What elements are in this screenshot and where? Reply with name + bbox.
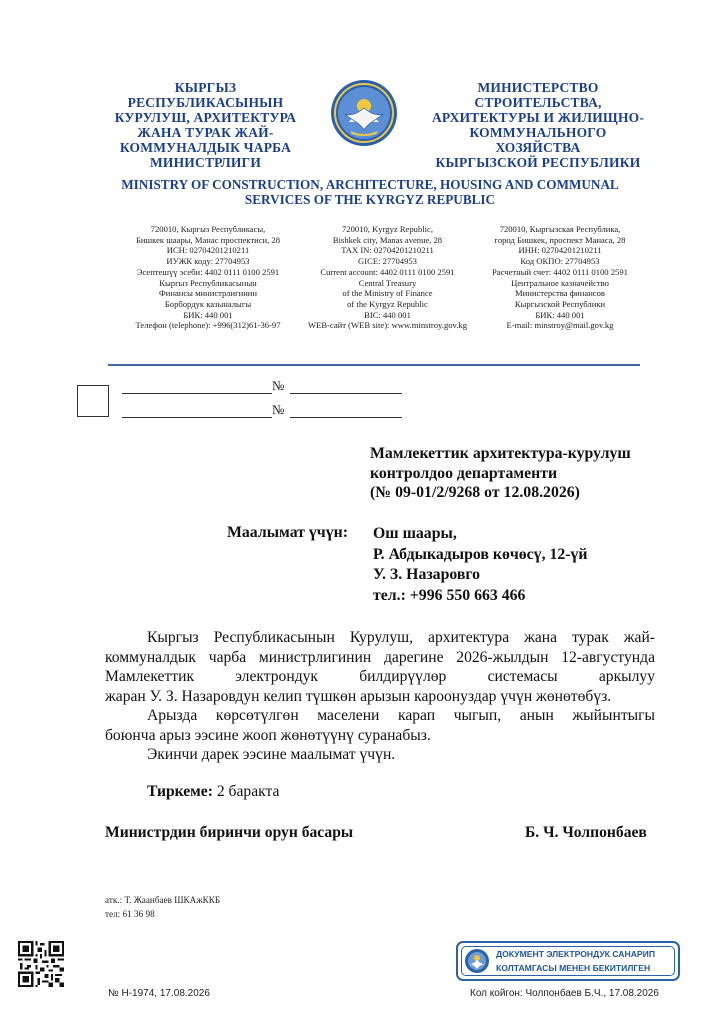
ministry-name-kyrgyz: КЫРГЫЗ РЕСПУБЛИКАСЫНЫН КУРУЛУШ, АРХИТЕКТУРА ЖАНА ТУРАК ЖАЙ- КОММУНАЛДЫК ЧАРБА МИНИСТРЛИГИ [114,80,297,170]
ministry-name-russian: МИНИСТЕРСТВО СТРОИТЕЛЬСТВА, АРХИТЕКТУРЫ И ЖИЛИЩНО- КОММУНАЛЬНОГО ХОЗЯЙСТВА КЫРГЫЗСКОЙ РЕСПУБЛИКИ [431,80,645,170]
attachment-note: Тиркеме: 2 баракта [147,783,280,800]
signatory-name: Б. Ч. Чолпонбаев [525,824,647,841]
document-registration-number: № Н-1974, 17.08.2026 [108,988,210,999]
address-block-english: 720010, Kyrgyz Republic, Bishkek city, Manas avenue, 28 TAX IN: 02704201210211 GICE: 27704953 Current account: 4402 0111 0100 2591 Central Treasury of the Ministry of Finance of the Kyrgyz Republic BIC: 440 001 WEB-сайт (WEB site): www.minstroy.gov.kg [307,224,468,331]
address-block-kyrgyz: 720010, Кыргыз Республикасы, Бишкек шаары, Манас проспектиси, 28 ИСН: 02704201210211 ИУЖК коду: 27704953 Эсептешүү эсеби: 4402 0111 0100 2591 Кыргыз Республикасынын Финансы министрлигинин Борбордук казыналыгы БИК: 440 001 Телефон (telephone): +996(312)61-36-97 [135,224,281,331]
info-recipient: Ош шаары, Р. Абдыкадыров көчөсү, 12-үй У. З. Назаровго тел.: +996 550 663 466 [373,525,588,604]
corner-checkbox [77,385,109,417]
body-paragraph-3: Экинчи дарек ээсине маалымат үчүн. [147,746,396,763]
qr-code-icon [18,941,64,987]
body-paragraph-1: Кыргыз Республикасынын Курулуш, архитектура жана турак жай- коммуналдык чарба министрлигинин дарегине 2026-жылдын 12-августунда Мамлекеттик электрондук билдирүүлөр системасы аркылуу жаран У. З. Назаровдун келип түшкөн арызын кароонуздар үчүн жөнөтөбүз. [105,629,655,705]
state-emblem-icon [329,78,399,148]
executor-info: атк.: Т. Жаанбаев ШКАжККБ тел: 61 36 98 [105,895,221,919]
registration-line-2: № [122,402,402,418]
digital-signature-stamp [456,941,680,981]
address-block-russian: 720010, Кыргызская Республика, город Бишкек, проспект Манаса, 28 ИНН: 02704201210211 Код ОКПО: 27704953 Расчетный счет: 4402 0111 0100 2591 Центральное казначейство Министерства финансов Кыргызской Республики БИК: 440 001 E-mail: minstroy@mail.gov.kg [492,224,628,331]
info-label: Маалымат үчүн: [227,524,348,541]
stamp-line-2: КОЛТАМГАСЫ МЕНЕН БЕКИТИЛГЕН [496,963,651,973]
addressee-block: Мамлекеттик архитектура-курулуш контролдоо департаменти (№ 09-01/2/9268 от 12.08.2026) [370,445,631,501]
registration-line-1: № [122,378,402,394]
stamp-emblem-icon [464,948,490,974]
ministry-name-english: MINISTRY OF CONSTRUCTION, ARCHITECTURE, HOUSING AND COMMUNAL SERVICES OF THE KYRGYZ REPUBLIC [121,177,619,207]
signatory-title: Министрдин биринчи орун басары [105,824,354,841]
signed-by-note: Кол койгон: Чолпонбаев Б.Ч., 17.08.2026 [470,988,659,999]
body-paragraph-2: Арызда көрсөтүлгөн маселени карап чыгып, анын жыйынтыгы боюнча арыз ээсине жооп жөнөтүүнү суранабыз. [105,707,655,744]
header-divider [108,364,640,366]
stamp-line-1: ДОКУМЕНТ ЭЛЕКТРОНДУК САНАРИП [496,949,656,959]
